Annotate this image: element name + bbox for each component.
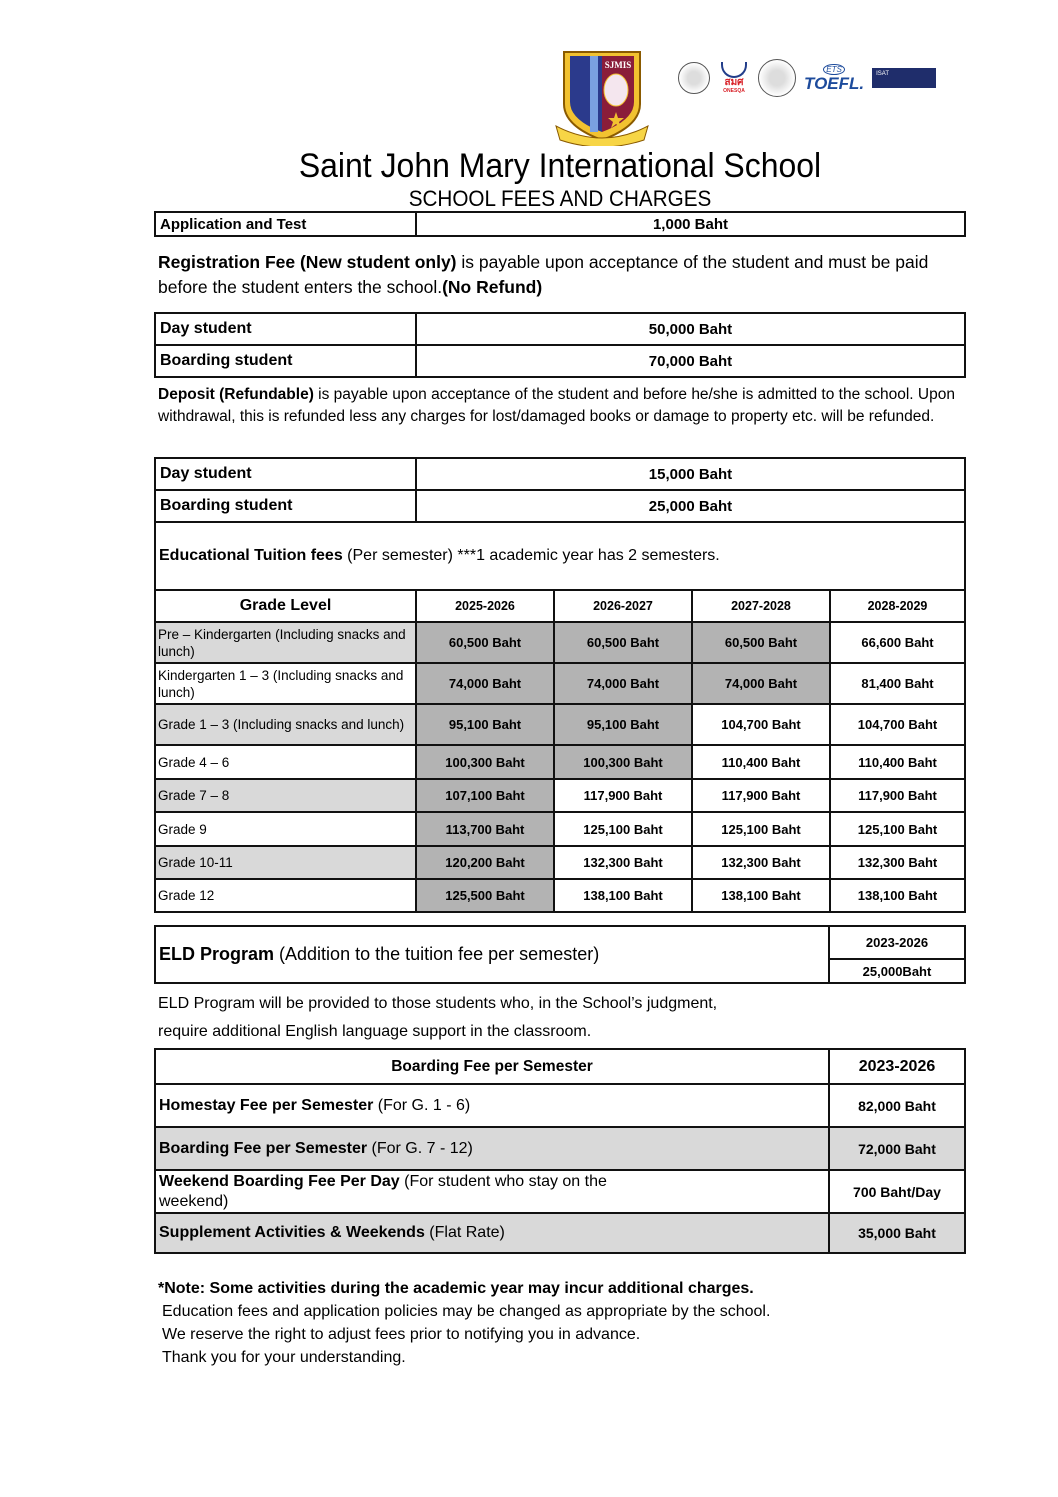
eld-year: 2023-2026 [829,926,965,959]
grade-label: Grade 9 [155,812,416,846]
fee-cell: 95,100 Baht [554,704,692,745]
partner-logos [678,56,936,100]
tuition-header-row [155,590,965,622]
table-row [155,458,965,490]
row-label: Boarding student [155,345,416,377]
row-value: 35,000 Baht [829,1213,965,1253]
table-row [155,704,965,745]
registration-description: Registration Fee (New student only) is payable upon acceptance of the student and must be paid before the student enters the school.(No Refund) [158,252,929,297]
fee-cell: 132,300 Baht [692,846,830,879]
column-header: Grade Level [155,590,416,622]
deposit-fee-table [154,457,966,523]
row-label: Weekend Boarding Fee Per Day (For student who stay on the weekend) [155,1170,829,1213]
table-row [155,345,965,377]
eld-value: 25,000Baht [829,959,965,983]
deposit-description: Deposit (Refundable) is payable upon acceptance of the student and before he/she is admitted to the school. Upon withdrawal, this is refunded less any charges for lost/damaged books or damage to property etc. will be refunded. [158,386,955,425]
row-value: 82,000 Baht [829,1084,965,1127]
note-line: Education fees and application policies may be changed as appropriate by the school. [162,1303,771,1320]
fee-cell: 100,300 Baht [554,745,692,779]
fee-cell: 125,100 Baht [692,812,830,846]
fee-cell: 74,000 Baht [692,663,830,704]
fee-cell: 81,400 Baht [830,663,965,704]
tuition-caption: Educational Tuition fees (Per semester) ***1 academic year has 2 semesters. [155,522,965,590]
column-header: 2025-2026 [416,590,554,622]
grade-label: Grade 1 – 3 (Including snacks and lunch) [155,704,416,745]
school-name: Saint John Mary International School [298,147,822,185]
fee-cell: 132,300 Baht [830,846,965,879]
row-label: Boarding Fee per Semester (For G. 7 - 12) [155,1127,829,1170]
row-label: Homestay Fee per Semester (For G. 1 - 6) [155,1084,829,1127]
table-row [155,779,965,812]
fee-cell: 125,100 Baht [554,812,692,846]
table-row [155,622,965,663]
table-row [155,212,965,236]
eld-note [158,990,717,1046]
fee-cell: 66,600 Baht [830,622,965,663]
fee-cell: 74,000 Baht [554,663,692,704]
note-line: We reserve the right to adjust fees prior to notifying you in advance. [162,1326,641,1343]
grade-label: Grade 4 – 6 [155,745,416,779]
table-row [155,663,965,704]
notes [158,1277,958,1369]
svg-text:SJMIS: SJMIS [604,60,632,70]
fee-cell: 110,400 Baht [692,745,830,779]
column-header: 2027-2028 [692,590,830,622]
column-header: Boarding Fee per Semester [155,1049,829,1084]
fee-cell: 125,100 Baht [830,812,965,846]
fee-cell: 125,500 Baht [416,879,554,912]
fee-cell: 100,300 Baht [416,745,554,779]
fee-cell: 107,100 Baht [416,779,554,812]
note-line: Thank you for your understanding. [162,1349,406,1366]
fee-cell: 138,100 Baht [692,879,830,912]
fee-cell: 74,000 Baht [416,663,554,704]
table-header-row [155,1049,965,1084]
row-label: Supplement Activities & Weekends (Flat Rate) [155,1213,829,1253]
boarding-fee-table [154,1048,966,1254]
fee-cell: 60,500 Baht [554,622,692,663]
tuition-fees-table [154,521,966,913]
row-value: 72,000 Baht [829,1127,965,1170]
registration-fee-table [154,312,966,378]
table-row [155,313,965,345]
row-label: Boarding student [155,490,416,522]
fee-cell: 104,700 Baht [692,704,830,745]
fee-cell: 132,300 Baht [554,846,692,879]
fee-cell: 104,700 Baht [830,704,965,745]
grade-label: Grade 10-11 [155,846,416,879]
eld-label: ELD Program (Addition to the tuition fee per semester) [155,926,829,983]
table-row [155,745,965,779]
row-value: 50,000 Baht [416,313,965,345]
grade-label: Kindergarten 1 – 3 (Including snacks and lunch) [155,663,416,704]
fee-cell: 113,700 Baht [416,812,554,846]
column-header: 2023-2026 [829,1049,965,1084]
document-title: SCHOOL FEES AND CHARGES [408,186,712,211]
tuition-caption-row [155,522,965,590]
note-heading: *Note: Some activities during the academic year may incur additional charges. [158,1280,754,1297]
fee-cell: 60,500 Baht [416,622,554,663]
table-row [155,846,965,879]
application-value: 1,000 Baht [416,212,965,236]
fee-cell: 117,900 Baht [830,779,965,812]
fee-cell: 117,900 Baht [554,779,692,812]
school-crest-logo [552,46,652,146]
eld-note-line: require additional English language support in the classroom. [158,1023,592,1040]
eld-program-table [154,925,966,984]
table-row [155,879,965,912]
column-header: 2026-2027 [554,590,692,622]
row-value: 700 Baht/Day [829,1170,965,1213]
isat-logo: ISAT [872,68,936,88]
table-row [155,1170,965,1213]
column-header: 2028-2029 [830,590,965,622]
fee-cell: 60,500 Baht [692,622,830,663]
table-row [155,812,965,846]
row-value: 15,000 Baht [416,458,965,490]
grade-label: Grade 7 – 8 [155,779,416,812]
application-fee-table [154,211,966,237]
ets-toefl-logo: ETS TOEFL. [804,65,865,93]
row-value: 25,000 Baht [416,490,965,522]
table-row [155,926,965,959]
fee-cell: 110,400 Baht [830,745,965,779]
grade-label: Pre – Kindergarten (Including snacks and lunch) [155,622,416,663]
eld-note-line: ELD Program will be provided to those students who, in the School’s judgment, [158,995,718,1012]
row-label: Day student [155,458,416,490]
ministry-of-education-logo [678,62,710,94]
application-label: Application and Test [155,212,416,236]
grade-label: Grade 12 [155,879,416,912]
fee-cell: 138,100 Baht [554,879,692,912]
association-seal-logo [758,59,796,97]
table-row [155,1084,965,1127]
fee-cell: 117,900 Baht [692,779,830,812]
table-row [155,490,965,522]
row-label: Day student [155,313,416,345]
table-row [155,1213,965,1253]
fee-cell: 95,100 Baht [416,704,554,745]
fee-cell: 138,100 Baht [830,879,965,912]
row-value: 70,000 Baht [416,345,965,377]
table-row [155,1127,965,1170]
onesqa-logo: สมศ ONESQA [718,62,750,94]
fee-cell: 120,200 Baht [416,846,554,879]
